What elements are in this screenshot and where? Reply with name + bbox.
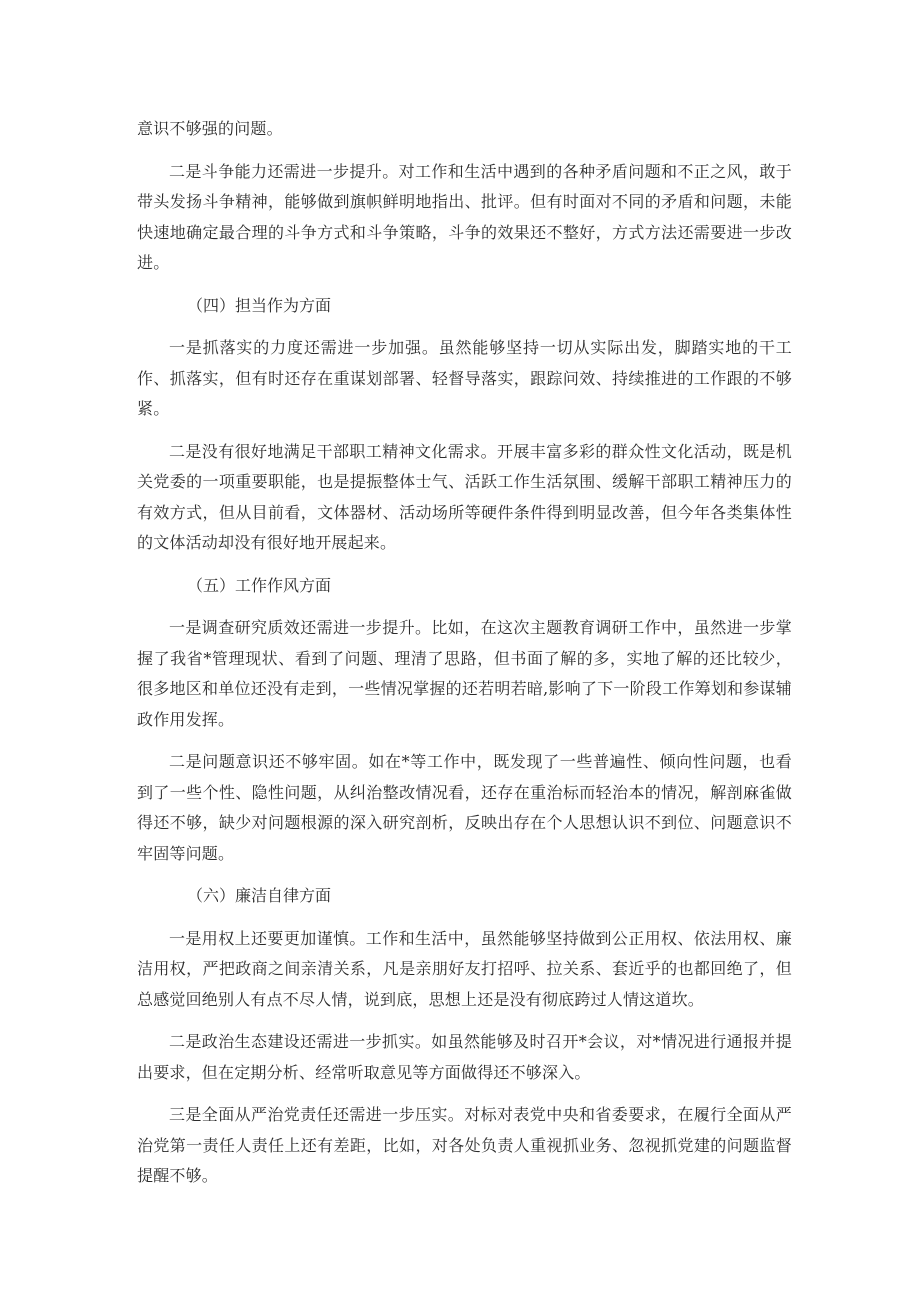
paragraph-struggle-ability: 二是斗争能力还需进一步提升。对工作和生活中遇到的各种矛盾问题和不正之风，敢于带头发扬斗争精神，能够做到旗帜鲜明地指出、批评。但有时面对不同的矛盾和问题，未能快速地确定最合理的斗争方式和斗争策略，斗争的效果还不整好，方式方法还需要进一步改进。	[137, 161, 792, 272]
paragraph-political-ecology: 二是政治生态建设还需进一步抓实。如虽然能够及时召开*会议，对*情况进行通报并提出要求，但在定期分析、经常听取意见等方面做得还不够深入。	[137, 1032, 792, 1082]
paragraph-power-use: 一是用权上还要更加谨慎。工作和生活中，虽然能够坚持做到公正用权、依法用权、廉洁用权，严把政商之间亲清关系，凡是亲朋好友打招呼、拉关系、套近乎的也都回绝了，但总感觉回绝别人有点不尽人情，说到底，思想上还是没有彻底跨过人情这道坎。	[137, 928, 792, 1009]
section-heading-5: （五）工作作风方面	[187, 575, 332, 595]
section-heading-6: （六）廉洁自律方面	[187, 886, 332, 905]
paragraph-party-responsibility: 三是全面从严治党责任还需进一步压实。对标对表党中央和省委要求，在履行全面从严治党第一责任人责任上还有差距，比如，对各处负责人重视抓业务、忽视抓党建的问题监督提醒不够。	[137, 1105, 792, 1185]
paragraph-problem-awareness: 二是问题意识还不够牢固。如在*等工作中，既发现了一些普遍性、倾向性问题，也看到了一些个性、隐性问题，从纠治整改情况看，还存在重治标而轻治本的情况，解剖麻雀做得还不够，缺少对问题根源的深入研究剖析，反映出存在个人思想认识不到位、问题意识不牢固等问题。	[137, 752, 792, 863]
paragraph-research: 一是调查研究质效还需进一步提升。比如，在这次主题教育调研工作中，虽然进一步掌握了我省*管理现状、看到了问题、理清了思路，但书面了解的多，实地了解的还比较少，很多地区和单位还没有走到，一些情况掌握的还若明若暗,影响了下一阶段工作筹划和参谋辅政作用发挥。	[137, 618, 792, 729]
paragraph-continued: 意识不够强的问题。	[137, 119, 283, 138]
document-body	[137, 114, 792, 1204]
section-heading-4: （四）担当作为方面	[187, 295, 332, 315]
paragraph-implementation: 一是抓落实的力度还需进一步加强。虽然能够坚持一切从实际出发，脚踏实地的干工作、抓落实，但有时还存在重谋划部署、轻督导落实，跟踪问效、持续推进的工作跟的不够紧。	[137, 338, 792, 418]
paragraph-cultural-needs: 二是没有很好地满足干部职工精神文化需求。开展丰富多彩的群众性文化活动，既是机关党委的一项重要职能，也是提振整体士气、活跃工作生活氛围、缓解干部职工精神压力的有效方式，但从目前看，文体器材、活动场所等硬件条件得到明显改善，但今年各类集体性的文体活动却没有很好地开展起来。	[137, 441, 792, 552]
